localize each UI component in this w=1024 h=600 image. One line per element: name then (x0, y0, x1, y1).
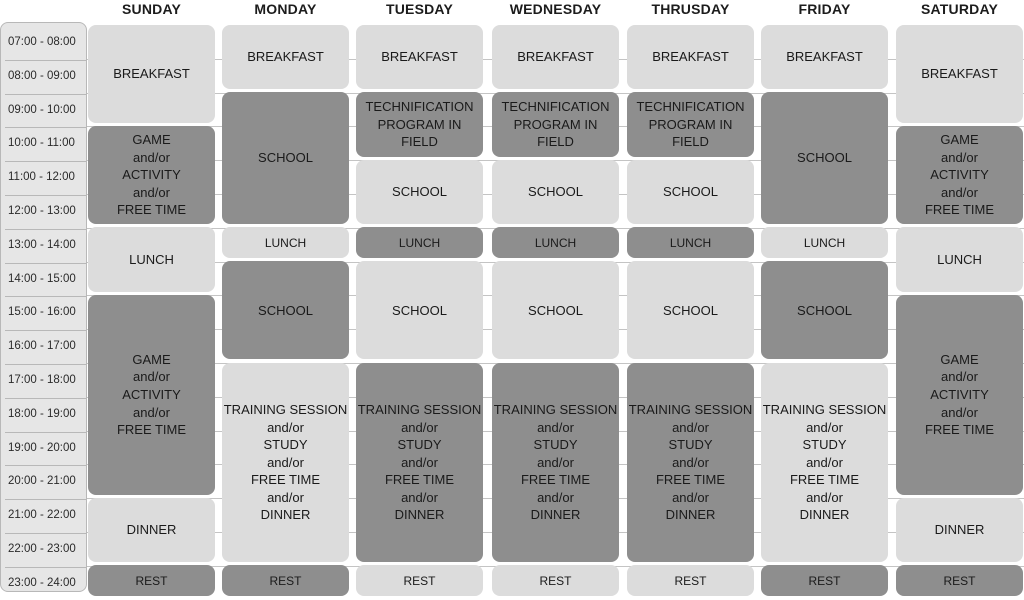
schedule-cell-label: LUNCH (398, 235, 441, 250)
schedule-cell-thrusday-school (627, 261, 754, 359)
schedule-cell-sunday-lunch (88, 227, 215, 292)
time-divider (5, 229, 87, 230)
schedule-cell-friday-lunch (761, 227, 888, 258)
schedule-cell-label: BREAKFAST (921, 65, 998, 81)
schedule-cell-wednesday-school (492, 160, 619, 225)
schedule-cell-monday-school (222, 92, 349, 224)
time-slot-label: 20:00 - 21:00 (8, 475, 76, 488)
time-slot-label: 07:00 - 08:00 (8, 36, 76, 48)
day-header-tuesday: TUESDAY (385, 1, 453, 17)
schedule-cell-label: REST (943, 573, 976, 588)
time-slot-label: 10:00 - 11:00 (8, 137, 75, 150)
schedule-cell-label: SCHOOL (528, 302, 583, 318)
schedule-cell-label: SCHOOL (797, 150, 852, 166)
schedule-cell-wednesday-school (492, 261, 619, 359)
time-slot-label: 22:00 - 23:00 (8, 543, 76, 555)
schedule-cell-tuesday-lunch (356, 227, 483, 258)
time-divider (5, 161, 87, 162)
schedule-cell-label: LUNCH (937, 251, 982, 267)
schedule-cell-monday-rest (222, 565, 349, 596)
schedule-cell-label: LUNCH (669, 235, 712, 250)
schedule-cell-wednesday-breakfast (492, 25, 619, 90)
schedule-cell-friday-school (761, 92, 888, 224)
schedule-cell-tuesday-school (356, 261, 483, 359)
time-column (0, 22, 87, 592)
schedule-cell-label: BREAKFAST (517, 49, 594, 65)
schedule-cell-wednesday-lunch (492, 227, 619, 258)
schedule-cell-thrusday-breakfast (627, 25, 754, 90)
time-divider (5, 567, 87, 568)
schedule-cell-label: SCHOOL (392, 302, 447, 318)
schedule-cell-sunday-breakfast (88, 25, 215, 123)
schedule-cell-saturday-rest (896, 565, 1023, 596)
time-slot-label: 14:00 - 15:00 (8, 272, 76, 285)
schedule-cell-label: SCHOOL (663, 302, 718, 318)
schedule-cell-label: BREAKFAST (786, 49, 863, 65)
schedule-cell-label: LUNCH (129, 251, 174, 267)
schedule-cell-friday-training-session (761, 363, 888, 563)
schedule-cell-label: REST (539, 573, 572, 588)
schedule-cell-label: LUNCH (803, 235, 846, 250)
schedule-cell-wednesday-rest (492, 565, 619, 596)
schedule-cell-label: DINNER (126, 522, 177, 538)
schedule-cell-tuesday-school (356, 160, 483, 225)
schedule-cell-label: TRAINING SESSION and/or STUDY and/or FREE TIME and/or DINNER (493, 401, 618, 523)
schedule-cell-thrusday-training-session (627, 363, 754, 563)
schedule-cell-sunday-game (88, 126, 215, 224)
schedule-cell-saturday-dinner (896, 498, 1023, 563)
schedule-cell-sunday-dinner (88, 498, 215, 563)
time-slot-label: 11:00 - 12:00 (8, 171, 75, 184)
schedule-cell-label: TRAINING SESSION and/or STUDY and/or FREE TIME and/or DINNER (762, 401, 887, 523)
schedule-cell-label: GAME and/or ACTIVITY and/or FREE TIME (924, 132, 995, 218)
time-slot-label: 18:00 - 19:00 (8, 407, 76, 420)
schedule-cell-label: SCHOOL (258, 302, 313, 318)
schedule-cell-label: TRAINING SESSION and/or STUDY and/or FREE TIME and/or DINNER (628, 401, 753, 523)
time-divider (5, 432, 87, 433)
time-slot-label: 21:00 - 22:00 (8, 509, 76, 522)
schedule-cell-label: LUNCH (264, 235, 307, 250)
time-divider (5, 94, 87, 95)
time-slot-label: 23:00 - 24:00 (8, 576, 76, 589)
schedule-cell-label: GAME and/or ACTIVITY and/or FREE TIME (116, 132, 187, 218)
schedule-cell-label: SCHOOL (392, 184, 447, 200)
schedule-cell-label: DINNER (934, 522, 985, 538)
schedule-cell-label: TECHNIFICATION PROGRAM IN FIELD (501, 99, 610, 150)
time-slot-label: 12:00 - 13:00 (8, 205, 76, 217)
schedule-cell-thrusday-lunch (627, 227, 754, 258)
time-slot-label: 17:00 - 18:00 (8, 374, 76, 386)
schedule-cell-label: BREAKFAST (652, 49, 729, 65)
time-divider (5, 263, 87, 264)
time-slot-label: 09:00 - 10:00 (8, 103, 76, 116)
time-divider (5, 499, 87, 500)
schedule-cell-sunday-rest (88, 565, 215, 596)
schedule-cell-label: TRAINING SESSION and/or STUDY and/or FREE TIME and/or DINNER (357, 401, 482, 523)
schedule-cell-label: REST (135, 573, 168, 588)
schedule-cell-label: TECHNIFICATION PROGRAM IN FIELD (636, 99, 745, 150)
schedule-cell-friday-breakfast (761, 25, 888, 90)
schedule-cell-label: LUNCH (534, 235, 577, 250)
time-divider (5, 60, 87, 61)
schedule-cell-monday-lunch (222, 227, 349, 258)
schedule-cell-tuesday-rest (356, 565, 483, 596)
schedule-cell-sunday-game (88, 295, 215, 495)
time-divider (5, 465, 87, 466)
time-slot-label: 08:00 - 09:00 (8, 69, 76, 82)
schedule-cell-label: REST (674, 573, 707, 588)
time-slot-label: 16:00 - 17:00 (8, 340, 76, 353)
schedule-cell-label: BREAKFAST (247, 49, 324, 65)
time-divider (5, 195, 87, 196)
time-slot-label: 13:00 - 14:00 (8, 238, 76, 251)
schedule-cell-friday-rest (761, 565, 888, 596)
schedule-cell-monday-school (222, 261, 349, 359)
schedule-cell-label: BREAKFAST (113, 65, 190, 81)
day-header-wednesday: WEDNESDAY (509, 1, 602, 17)
schedule-cell-label: SCHOOL (528, 184, 583, 200)
day-header-thrusday: THRUSDAY (651, 1, 730, 17)
schedule-cell-wednesday-technification (492, 92, 619, 157)
schedule-cell-label: SCHOOL (797, 302, 852, 318)
schedule-cell-tuesday-technification (356, 92, 483, 157)
schedule-cell-monday-breakfast (222, 25, 349, 90)
schedule-cell-friday-school (761, 261, 888, 359)
schedule-cell-tuesday-breakfast (356, 25, 483, 90)
schedule-cell-label: GAME and/or ACTIVITY and/or FREE TIME (924, 351, 995, 438)
schedule-cell-tuesday-training-session (356, 363, 483, 563)
schedule-cell-thrusday-rest (627, 565, 754, 596)
schedule-cell-saturday-game (896, 126, 1023, 224)
schedule-cell-thrusday-school (627, 160, 754, 225)
schedule-cell-label: TECHNIFICATION PROGRAM IN FIELD (365, 99, 474, 150)
time-divider (5, 330, 87, 331)
day-header-friday: FRIDAY (798, 1, 851, 17)
schedule-cell-label: SCHOOL (258, 150, 313, 166)
day-header-sunday: SUNDAY (121, 1, 182, 17)
schedule-cell-saturday-game (896, 295, 1023, 495)
schedule-cell-label: TRAINING SESSION and/or STUDY and/or FREE TIME and/or DINNER (223, 401, 348, 523)
schedule-cell-saturday-breakfast (896, 25, 1023, 123)
schedule-cell-saturday-lunch (896, 227, 1023, 292)
schedule-cell-label: BREAKFAST (381, 49, 458, 65)
time-divider (5, 296, 87, 297)
schedule-cell-label: SCHOOL (663, 184, 718, 200)
time-divider (5, 364, 87, 365)
schedule-cell-wednesday-training-session (492, 363, 619, 563)
time-slot-label: 19:00 - 20:00 (8, 441, 76, 454)
schedule-cell-label: REST (403, 573, 436, 588)
time-divider (5, 127, 87, 128)
schedule-cell-label: GAME and/or ACTIVITY and/or FREE TIME (116, 351, 187, 438)
schedule-cell-thrusday-technification (627, 92, 754, 157)
day-header-monday: MONDAY (254, 1, 317, 17)
schedule-cell-monday-training-session (222, 363, 349, 563)
day-header-saturday: SATURDAY (920, 1, 999, 17)
schedule-cell-label: REST (269, 573, 302, 588)
time-slot-label: 15:00 - 16:00 (8, 306, 76, 319)
schedule-cell-label: REST (808, 573, 841, 588)
time-divider (5, 533, 87, 534)
time-divider (5, 398, 87, 399)
